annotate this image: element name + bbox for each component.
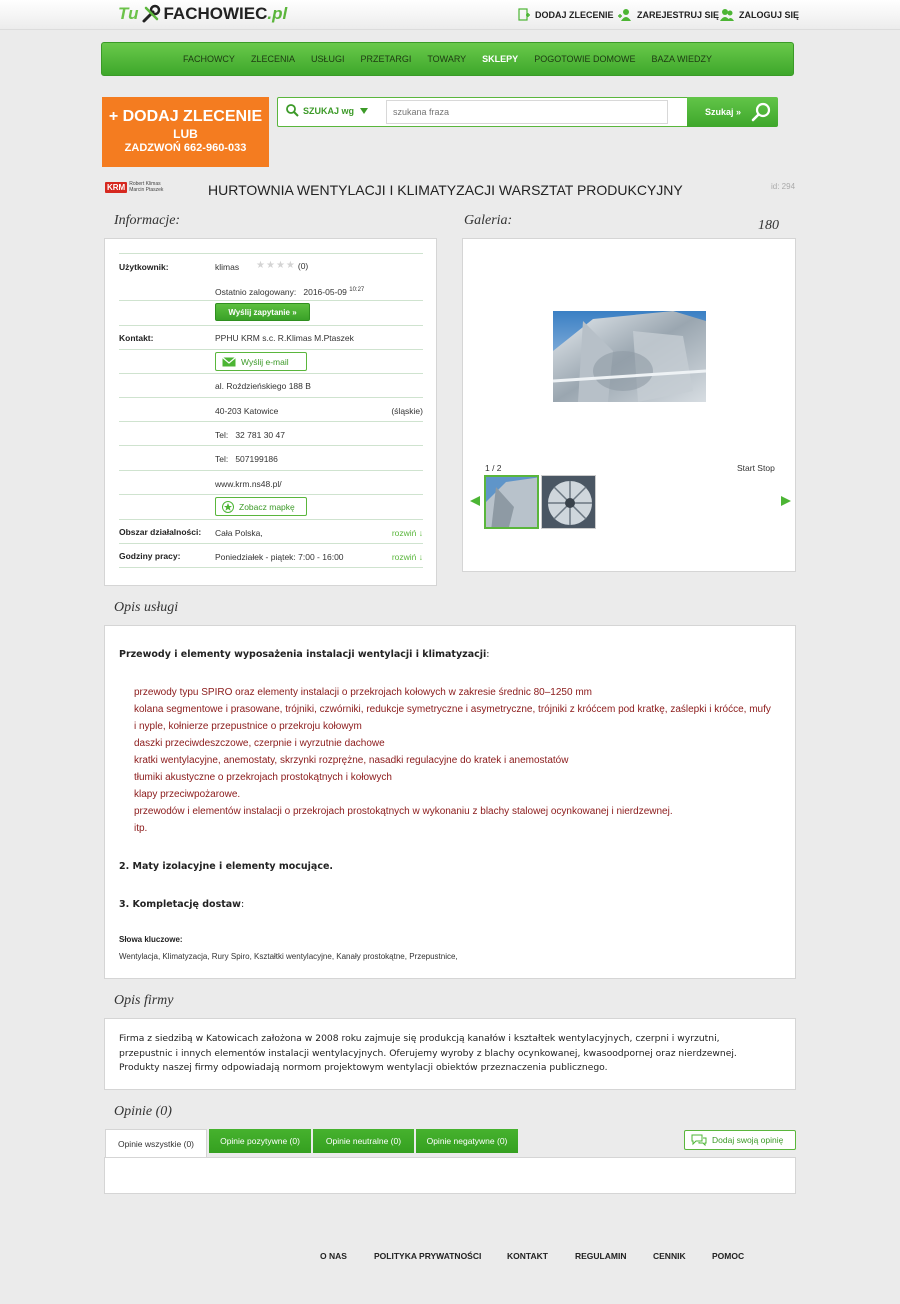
send-inquiry-button[interactable]: Wyślij zapytanie »	[215, 303, 310, 321]
gallery-thumb-2[interactable]	[541, 475, 596, 529]
send-email-button[interactable]: Wyślij e-mail	[215, 352, 307, 371]
service-intro: Przewody i elementy wyposażenia instalacji wentylacji i klimatyzacji:	[119, 649, 490, 660]
top-bar	[0, 0, 900, 30]
users-icon	[720, 8, 734, 21]
star-icon: ★	[285, 260, 295, 271]
area-value: Cała Polska,	[215, 528, 263, 538]
nav-item-0[interactable]: FACHOWCY	[182, 54, 235, 64]
service-point-2: 2. Maty izolacyjne i elementy mocujące.	[119, 861, 334, 872]
tab-opinions-neutral[interactable]: Opinie neutralne (0)	[313, 1129, 414, 1153]
add-document-icon	[518, 8, 530, 21]
search-icon	[286, 104, 299, 117]
nav-item-7[interactable]: BAZA WIEDZY	[651, 54, 713, 64]
nav-item-5[interactable]: SKLEPY	[482, 54, 519, 64]
footer-link-0[interactable]: O NAS	[320, 1251, 347, 1261]
star-icon: ★	[265, 260, 275, 271]
firm-panel	[104, 1018, 796, 1090]
footer-link-3[interactable]: REGULAMIN	[575, 1251, 627, 1261]
website-link[interactable]: www.krm.ns48.pl/	[215, 479, 282, 489]
nav-item-2[interactable]: USŁUGI	[310, 54, 345, 64]
gallery-next-arrow-icon[interactable]	[780, 495, 792, 507]
top-add-order-link[interactable]: DODAJ ZLECENIE	[518, 8, 614, 21]
user-rating: ★ ★ ★ ★ (0)	[256, 260, 309, 271]
info-heading: Informacje:	[114, 213, 181, 228]
user-name[interactable]: klimas	[215, 262, 240, 272]
service-heading: Opis usługi	[114, 600, 179, 615]
listing-id: id: 294	[771, 182, 796, 191]
site-logo[interactable]	[118, 3, 287, 25]
tab-opinions-all[interactable]: Opinie wszystkie (0)	[105, 1129, 207, 1158]
footer-link-5[interactable]: POMOC	[712, 1251, 745, 1261]
service-list-item: itp.	[134, 823, 148, 834]
search-type-select[interactable]: SZUKAJ wg	[286, 104, 368, 117]
footer-link-2[interactable]: KONTAKT	[507, 1251, 548, 1261]
search-button[interactable]: Szukaj »	[687, 97, 778, 127]
map-pin-icon	[222, 501, 234, 513]
last-login: Ostatnio zalogowany: 2016-05-09 $^{10:27}$	[215, 287, 365, 297]
service-list-item: przewody typu SPIRO oraz elementy instalacji o przekrojach kołowych w zakresie średnic 80–1250 mm	[134, 687, 592, 698]
service-list-item: kolana segmentowe i prasowane, trójniki, czwórniki, redukcje symetryczne i asymetryczne, trójniki z króćcem pod kratkę, zaślepki i króćce, mufy i nyple, kołnierze przepustnice o przekroju kołowym	[134, 704, 771, 732]
opinions-panel	[104, 1157, 796, 1194]
search-input[interactable]	[386, 100, 668, 124]
service-list-item: daszki przeciwdeszczowe, czerpnie i wyrzutnie dachowe	[134, 738, 385, 749]
footer-link-1[interactable]: POLITYKA PRYWATNOŚCI	[374, 1251, 482, 1261]
main-nav	[101, 42, 794, 76]
opinions-heading: Opinie (0)	[114, 1104, 172, 1119]
add-opinion-button[interactable]: Dodaj swoją opinię	[684, 1130, 796, 1150]
street-address: al. Roździeńskiego 188 B	[215, 381, 311, 391]
info-row-hours: Godziny pracy: Poniedziałek - piątek: 7:00 - 16:00 rozwiń ↓	[119, 543, 423, 568]
gallery-start-stop[interactable]: Start Stop	[737, 463, 775, 473]
info-panel	[104, 238, 437, 586]
city: 40-203 Katowice	[215, 406, 279, 416]
show-map-button[interactable]: Zobacz mapkę	[215, 497, 307, 516]
add-order-phone: ZADZWOŃ 662-960-033	[124, 142, 247, 154]
keywords-value: Wentylacja, Klimatyzacja, Rury Spiro, Kształtki wentylacyjne, Kanały prostokątne, Przepustnice,	[119, 952, 458, 961]
magnifier-icon	[751, 102, 771, 122]
service-list-item: klapy przeciwpożarowe.	[134, 789, 241, 800]
nav-item-6[interactable]: POGOTOWIE DOMOWE	[534, 54, 636, 64]
add-user-icon	[618, 8, 632, 21]
expand-area-link[interactable]: rozwiń ↓	[391, 528, 423, 538]
footer-link-4[interactable]: CENNIK	[653, 1251, 686, 1261]
gallery-thumb-1[interactable]	[484, 475, 539, 529]
page-title: HURTOWNIA WENTYLACJI I KLIMATYZACJI WARSZTAT PRODUKCYJNY	[208, 182, 683, 198]
firm-description: Firma z siedzibą w Katowicach założona w 2008 roku zajmuje się produkcją kanałów i kształtek wentylacyjnych, czerpni i wyrzutni, przepustnic i innych elementów instalacji wentylacyjnych. Oferujemy wyroby z blachy ocynkowanej, kwasoodpornej oraz nierdzewnej. Produkty naszej firmy odpowiadają normom projektowym wentylacji obiektów przeznaczenia publicznego.	[119, 1033, 737, 1073]
service-panel	[104, 625, 796, 979]
service-point-3: 3. Kompletację dostaw:	[119, 899, 245, 910]
phone-2: Tel: 507199186	[215, 454, 278, 464]
phone-1: Tel: 32 781 30 47	[215, 430, 285, 440]
nav-item-1[interactable]: ZLECENIA	[250, 54, 295, 64]
star-icon: ★	[256, 260, 265, 271]
info-row-area: Obszar działalności: Cała Polska, rozwiń ↓	[119, 519, 423, 543]
wrench-icon	[141, 4, 161, 24]
info-row-user: Użytkownik: klimas ★ ★ ★ ★ (0) Ostatnio zalogowany: 2016-05-09 $^{10:27}$	[119, 253, 423, 325]
logo-tu: Tu	[118, 4, 139, 23]
nav-item-4[interactable]: TOWARY	[427, 54, 467, 64]
tab-opinions-negative[interactable]: Opinie negatywne (0)	[416, 1129, 518, 1153]
service-list	[134, 684, 774, 837]
info-row-contact: Kontakt: PPHU KRM s.c. R.Klimas M.Ptaszek	[119, 325, 423, 349]
expand-hours-link[interactable]: rozwiń ↓	[391, 552, 423, 562]
gallery-prev-arrow-icon[interactable]	[469, 495, 481, 507]
top-login-link[interactable]: ZALOGUJ SIĘ	[720, 8, 799, 21]
add-order-or: LUB	[173, 127, 198, 141]
keywords-label: Słowa kluczowe:	[119, 935, 183, 944]
add-order-title: + DODAJ ZLECENIE	[108, 108, 263, 125]
gallery-views: 180	[758, 218, 779, 233]
company-logo: KRM Robert Klimas Marcin Ptaszek	[107, 181, 164, 193]
region: (śląskie)	[391, 406, 423, 416]
logo-pl: .pl	[267, 4, 288, 23]
service-list-item: przewodów i elementów instalacji o przekrojach prostokątnych w wykonaniu z blachy stalowej ocynkowanej i nierdzewnej.	[134, 806, 673, 817]
search-bar	[277, 97, 777, 127]
logo-brand: FACHOWIEC	[163, 4, 268, 23]
add-order-banner[interactable]	[102, 97, 269, 167]
star-icon: ★	[275, 260, 285, 271]
service-list-item: tłumiki akustyczne o przekrojach prostokątnych i kołowych	[134, 772, 392, 783]
gallery-counter: 1 / 2	[485, 463, 502, 473]
gallery-main-image[interactable]	[553, 311, 706, 402]
gallery-heading: Galeria:	[464, 213, 513, 228]
nav-item-3[interactable]: PRZETARGI	[360, 54, 412, 64]
gallery-panel	[462, 238, 796, 572]
dropdown-arrow-icon	[360, 108, 368, 114]
speech-bubble-icon	[691, 1134, 707, 1146]
envelope-icon	[222, 357, 236, 367]
hours-value: Poniedziałek - piątek: 7:00 - 16:00	[215, 552, 344, 562]
top-register-link[interactable]: ZAREJESTRUJ SIĘ	[618, 8, 719, 21]
company-name: PPHU KRM s.c. R.Klimas M.Ptaszek	[215, 333, 354, 343]
firm-heading: Opis firmy	[114, 993, 174, 1008]
tab-opinions-positive[interactable]: Opinie pozytywne (0)	[209, 1129, 311, 1153]
service-list-item: kratki wentylacyjne, anemostaty, skrzynki rozprężne, nasadki regulacyjne do kratek i anemostatów	[134, 755, 569, 766]
